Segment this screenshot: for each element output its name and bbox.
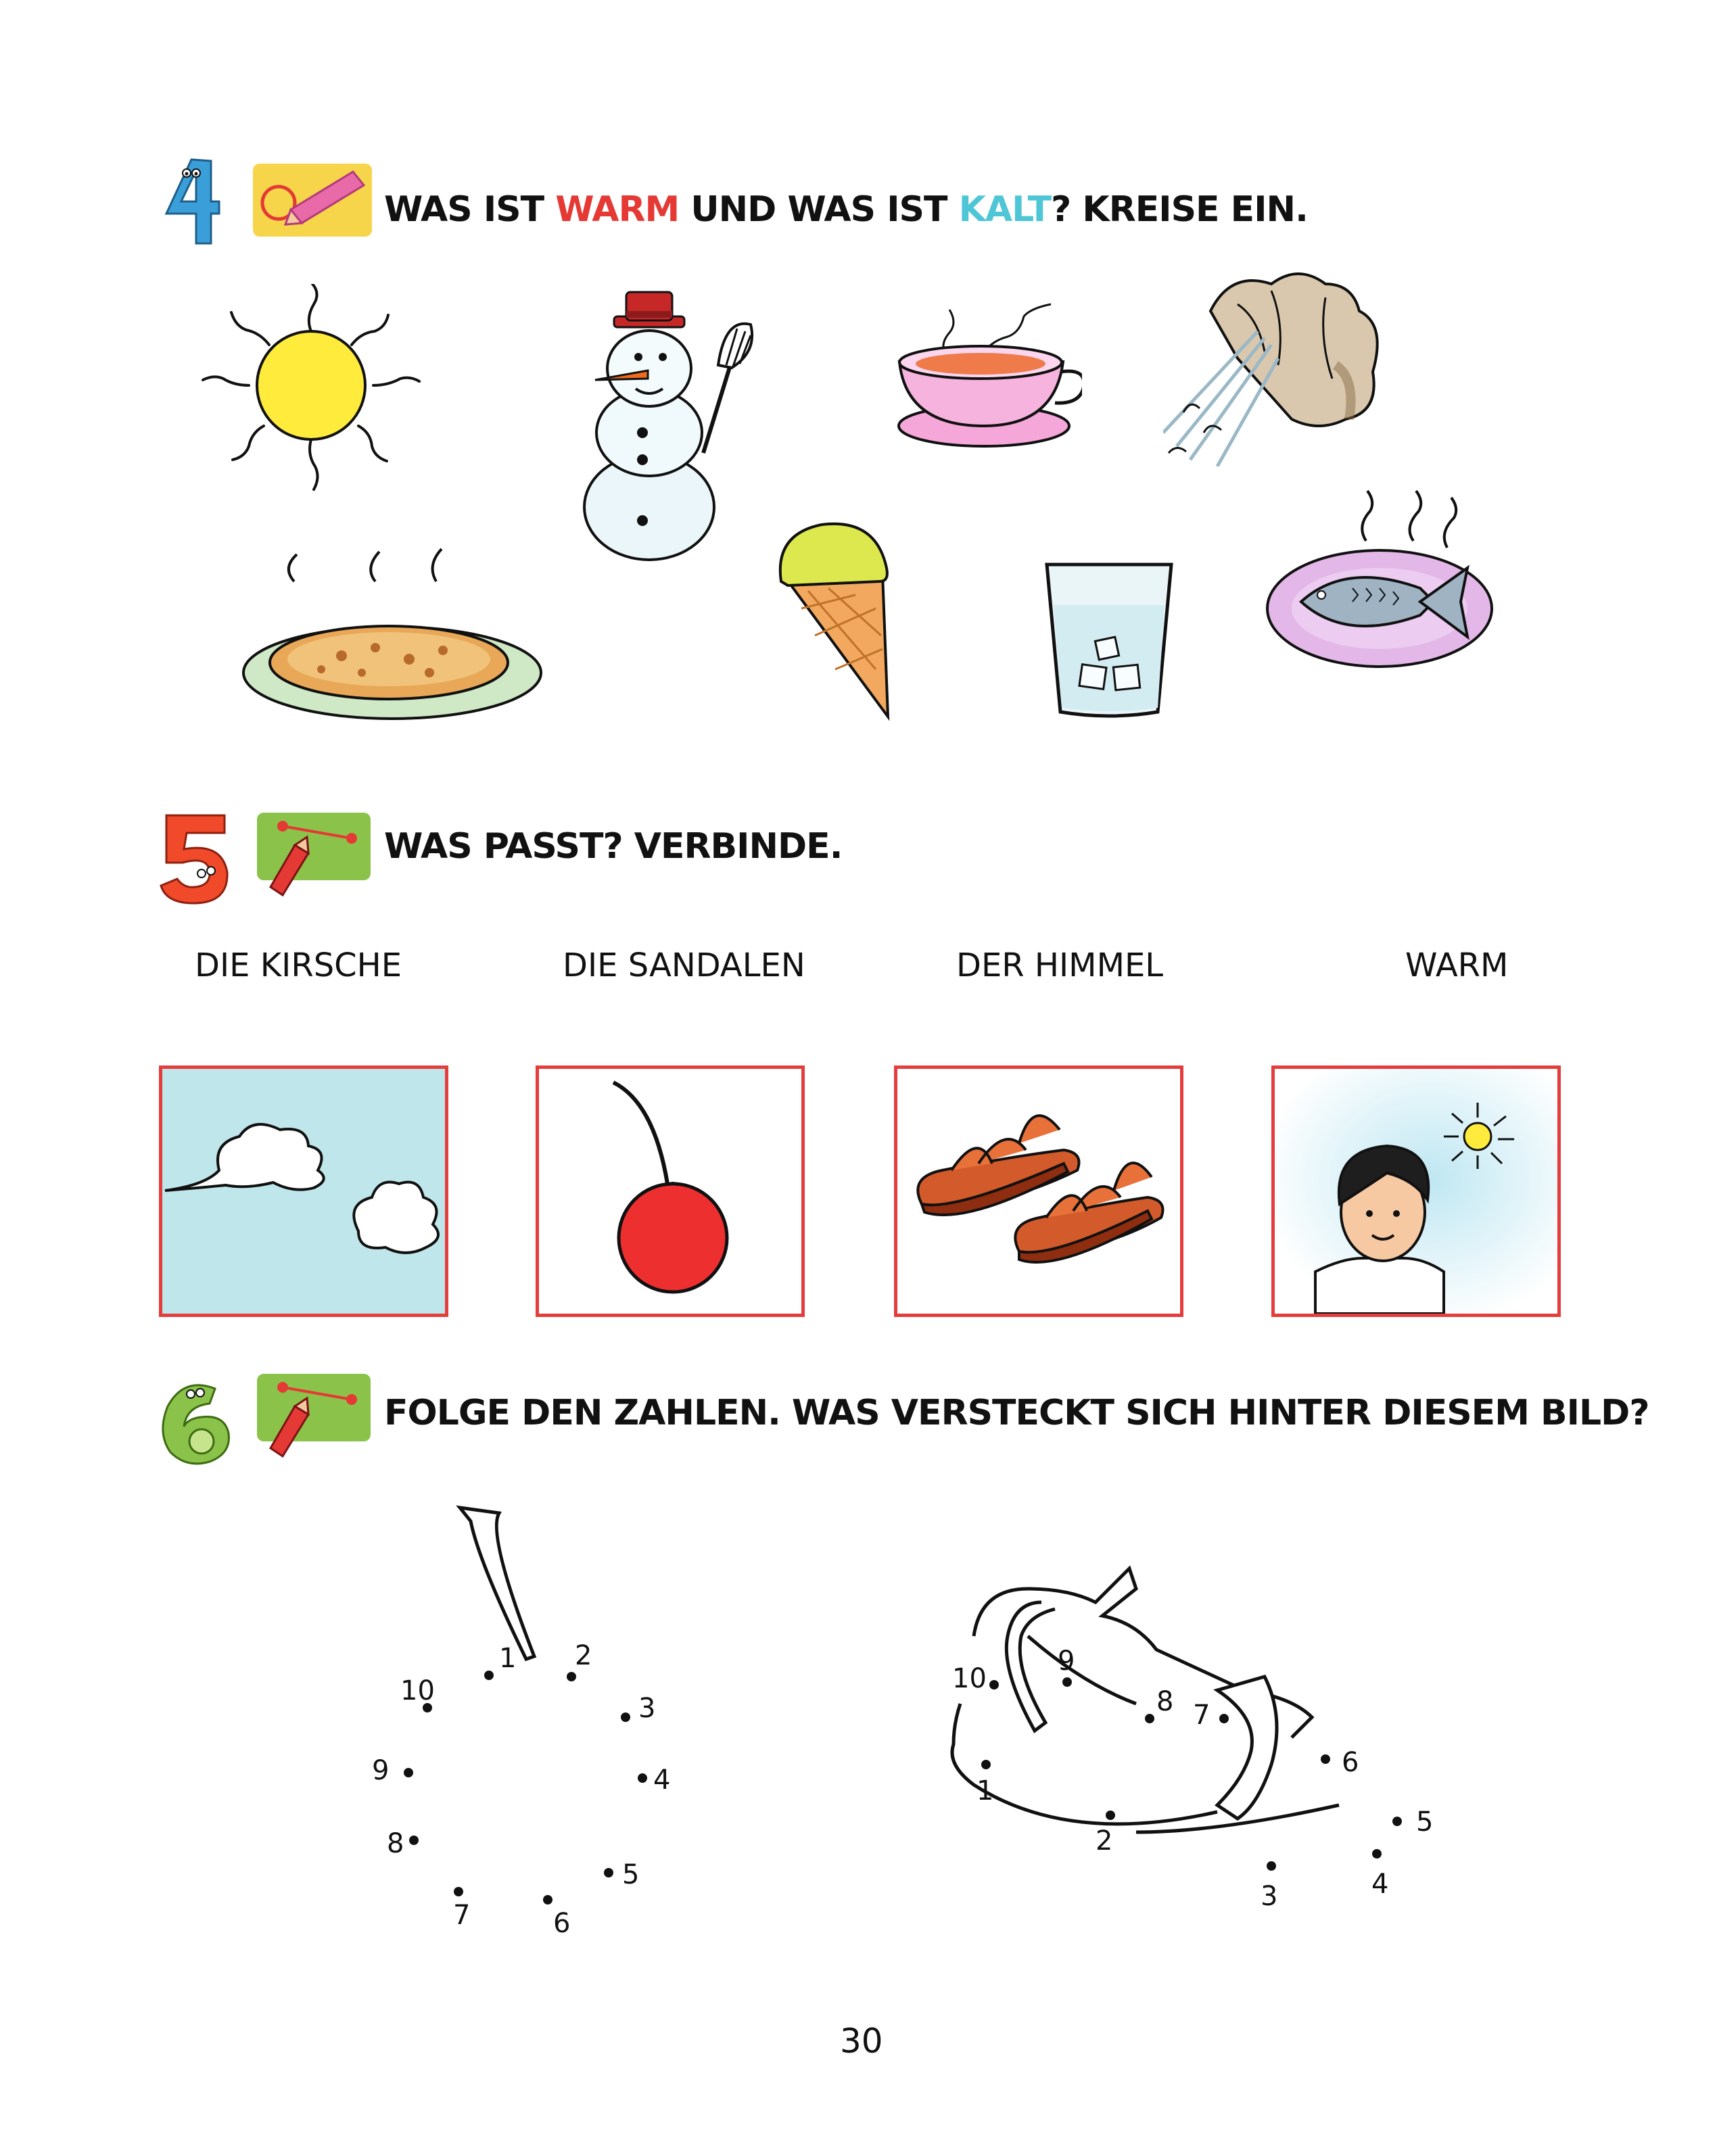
- dot-label-s9: 9: [1058, 1646, 1075, 1677]
- word-himmel[interactable]: DER HIMMEL: [956, 947, 1164, 984]
- dot-label-s6: 6: [1342, 1747, 1359, 1778]
- dot-label-2: 2: [575, 1640, 592, 1671]
- page-number: 30: [840, 2021, 883, 2061]
- circle-with-pencil-icon: [252, 162, 373, 238]
- dot-label-10: 10: [400, 1675, 435, 1706]
- dot-label-5: 5: [622, 1859, 640, 1890]
- exercise-4-number-icon: [154, 154, 222, 249]
- boy-with-sun-picture: [1275, 1069, 1557, 1314]
- dot-puzzle-cherry[interactable]: [352, 1494, 717, 1954]
- dot-label-s5: 5: [1416, 1806, 1434, 1838]
- dot-label-9: 9: [372, 1755, 390, 1786]
- pizza-picture[interactable]: [240, 541, 544, 723]
- dot-label-s2: 2: [1096, 1825, 1113, 1856]
- exercise-6-number-icon: [157, 1379, 238, 1467]
- exercise-5-number-icon: [157, 811, 231, 906]
- card-sandals[interactable]: [894, 1065, 1183, 1317]
- dot-label-4: 4: [653, 1765, 671, 1796]
- card-clouds-sky[interactable]: [159, 1065, 448, 1317]
- ice-cream-picture[interactable]: [774, 521, 903, 723]
- word-kirsche[interactable]: DIE KIRSCHE: [195, 947, 402, 984]
- dot-label-s3: 3: [1261, 1881, 1278, 1912]
- dot-label-1: 1: [499, 1643, 517, 1674]
- kalt-word: KALT: [958, 189, 1052, 230]
- warm-word: WARM: [555, 189, 680, 230]
- cherry-picture: [539, 1069, 801, 1314]
- glass-with-ice-picture[interactable]: [1041, 558, 1177, 720]
- word-sandalen[interactable]: DIE SANDALEN: [563, 947, 805, 984]
- exercise-6-instruction: FOLGE DEN ZAHLEN. WAS VERSTECKT SICH HINTER DIESEM BILD?: [384, 1393, 1649, 1433]
- dot-label-s8: 8: [1156, 1686, 1174, 1717]
- dot-label-3: 3: [638, 1693, 656, 1724]
- sandals-picture: [897, 1069, 1180, 1314]
- waterfall-picture[interactable]: [1163, 264, 1386, 466]
- dot-label-s1: 1: [977, 1775, 994, 1806]
- exercise-5-instruction: WAS PASST? VERBINDE.: [384, 826, 843, 867]
- snowman-picture[interactable]: [568, 291, 771, 561]
- tea-cup-picture[interactable]: [886, 291, 1082, 453]
- fish-on-plate-picture[interactable]: [1265, 487, 1522, 676]
- card-cherry[interactable]: [536, 1065, 805, 1317]
- dot-label-6: 6: [553, 1908, 571, 1939]
- dot-label-8: 8: [387, 1828, 404, 1859]
- exercise-4-instruction: WAS IST WARM UND WAS IST KALT? KREISE EIN.: [384, 189, 1308, 230]
- sun-picture[interactable]: [196, 284, 426, 494]
- dot-label-s7: 7: [1193, 1700, 1210, 1731]
- dot-label-s10: 10: [952, 1663, 987, 1694]
- card-boy-with-sun[interactable]: [1271, 1065, 1561, 1317]
- dot-label-7: 7: [453, 1900, 471, 1931]
- word-warm[interactable]: WARM: [1405, 947, 1509, 984]
- dot-label-s4: 4: [1371, 1869, 1389, 1900]
- connect-dots-pencil-icon-2: [256, 1372, 372, 1460]
- dot-puzzle-sandal[interactable]: [933, 1562, 1488, 1940]
- clouds-picture: [162, 1069, 445, 1314]
- connect-dots-pencil-icon: [256, 811, 372, 899]
